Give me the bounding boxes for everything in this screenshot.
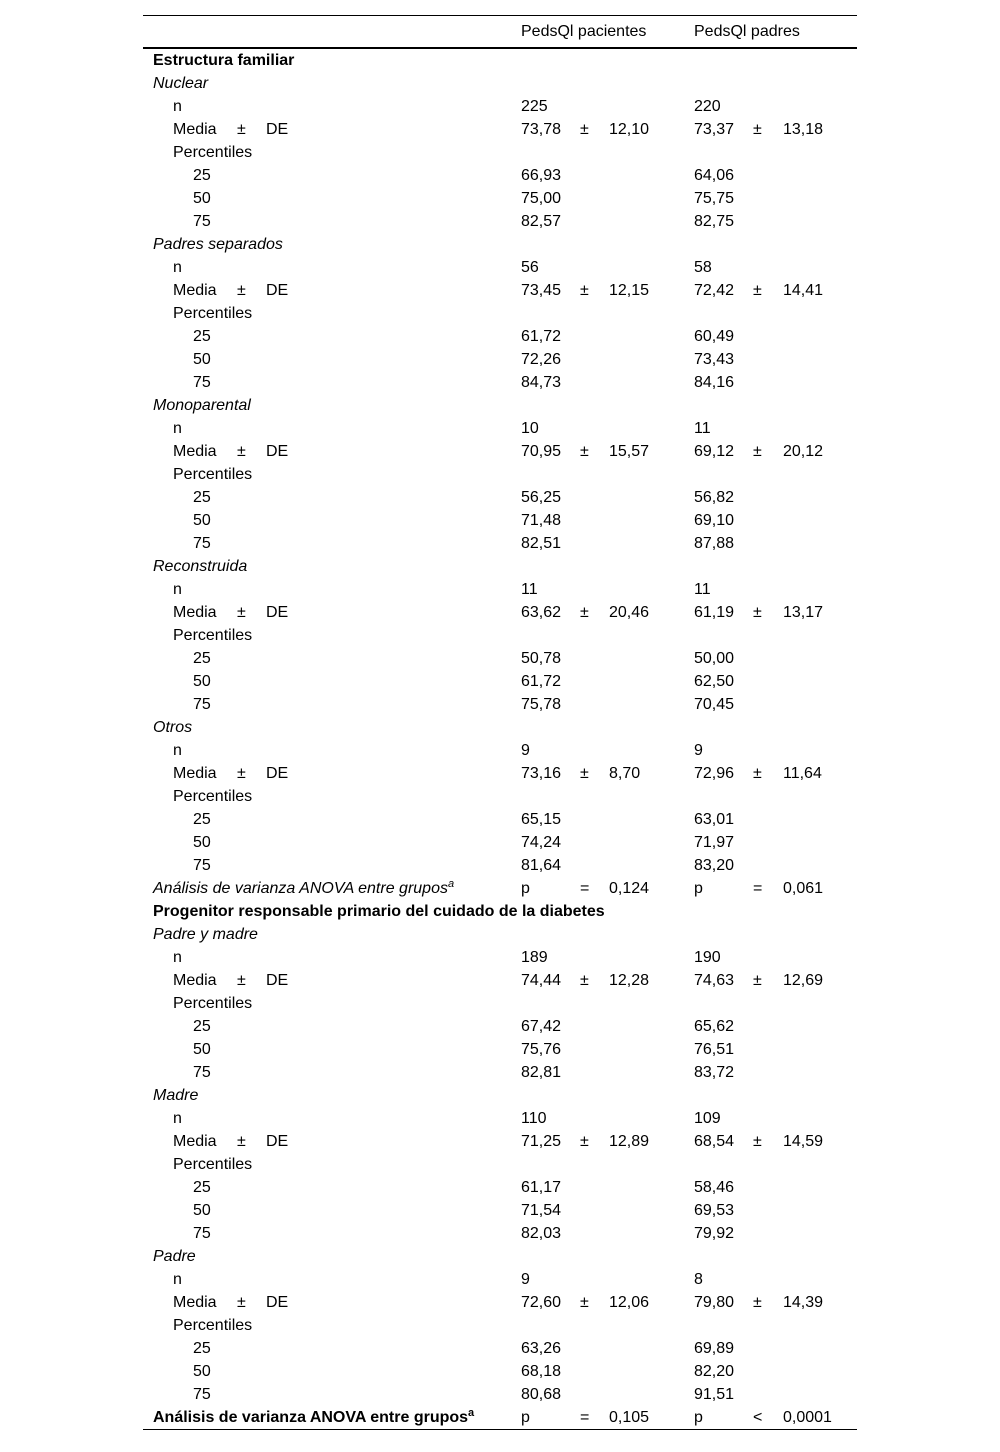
media-row [143,601,857,624]
plus-minus: ± [237,121,246,138]
percentiles-row [143,624,857,647]
media-parents: 73,37 [694,121,735,138]
plus-minus: ± [237,1133,246,1150]
percentile-parents: 71,97 [694,834,735,851]
percentiles-label: Percentiles [173,995,253,1012]
percentile-row [143,808,857,831]
pm-patients: ± [580,121,589,138]
anova-p-parents: p [694,1409,703,1426]
percentile-label: 75 [193,1225,211,1242]
n-patients: 189 [521,949,548,966]
anova-op-patients: = [580,1409,590,1426]
percentile-parents: 56,82 [694,489,735,506]
media-parents: 74,63 [694,972,735,989]
percentile-patients: 82,57 [521,213,562,230]
percentile-patients: 74,24 [521,834,562,851]
percentile-label: 25 [193,811,211,828]
n-label: n [173,1271,182,1288]
media-label: Media [173,121,217,138]
pm-patients: ± [580,1294,589,1311]
sd-parents: 14,41 [783,282,824,299]
media-label: Media [173,282,217,299]
percentile-patients: 84,73 [521,374,562,391]
percentile-parents: 50,00 [694,650,735,667]
media-label: Media [173,443,217,460]
sd-parents: 14,39 [783,1294,824,1311]
percentile-label: 25 [193,489,211,506]
media-patients: 71,25 [521,1133,562,1150]
pm-patients: ± [580,765,589,782]
media-label: Media [173,604,217,621]
n-patients: 10 [521,420,539,437]
percentile-patients: 50,78 [521,650,562,667]
percentiles-row [143,141,857,164]
n-parents: 58 [694,259,712,276]
plus-minus: ± [237,443,246,460]
anova-op-parents: < [753,1409,763,1426]
sd-parents: 12,69 [783,972,824,989]
media-row [143,118,857,141]
pm-parents: ± [753,1133,762,1150]
n-patients: 225 [521,98,548,115]
de-label: DE [266,282,289,299]
group-title-row [143,233,857,256]
de-label: DE [266,765,289,782]
n-label: n [173,259,182,276]
n-patients: 11 [521,581,538,598]
percentile-parents: 84,16 [694,374,735,391]
group-title-row [143,923,857,946]
percentile-parents: 62,50 [694,673,735,690]
percentile-label: 50 [193,351,211,368]
group-title-row [143,1245,857,1268]
plus-minus: ± [237,1294,246,1311]
sd-parents: 14,59 [783,1133,824,1150]
percentile-patients: 75,76 [521,1041,562,1058]
de-label: DE [266,604,289,621]
percentile-row [143,1038,857,1061]
group-name: Padre [153,1248,196,1265]
percentile-label: 50 [193,1202,211,1219]
pm-parents: ± [753,282,762,299]
percentiles-label: Percentiles [173,627,253,644]
header-parents: PedsQl padres [694,23,800,40]
percentile-row [143,831,857,854]
percentile-label: 75 [193,857,211,874]
pm-patients: ± [580,282,589,299]
percentiles-label: Percentiles [173,466,253,483]
group-title-row [143,555,857,578]
n-parents: 220 [694,98,721,115]
percentile-patients: 72,26 [521,351,562,368]
percentiles-label: Percentiles [173,788,253,805]
anova-op-patients: = [580,880,590,897]
media-parents: 72,96 [694,765,735,782]
percentile-row [143,164,857,187]
bottom-rule [143,1429,857,1430]
percentile-patients: 65,15 [521,811,562,828]
n-label: n [173,581,182,598]
percentile-row [143,670,857,693]
sd-parents: 11,64 [783,765,822,782]
percentile-parents: 87,88 [694,535,735,552]
table-header [143,16,857,47]
pm-parents: ± [753,765,762,782]
n-row [143,739,857,762]
percentile-parents: 70,45 [694,696,735,713]
percentiles-label: Percentiles [173,305,253,322]
percentile-patients: 75,78 [521,696,562,713]
percentile-row [143,1061,857,1084]
anova-p-patients: p [521,880,530,897]
media-row [143,969,857,992]
anova-p-patients: p [521,1409,530,1426]
media-patients: 74,44 [521,972,562,989]
data-table [143,15,857,1430]
percentile-row [143,509,857,532]
percentile-label: 50 [193,190,211,207]
n-row [143,417,857,440]
n-patients: 56 [521,259,539,276]
sd-patients: 12,10 [609,121,650,138]
anova-footnote-marker: a [468,1407,475,1419]
media-parents: 72,42 [694,282,735,299]
percentile-patients: 61,72 [521,328,562,345]
percentile-parents: 79,92 [694,1225,735,1242]
anova-value-patients: 0,105 [609,1409,650,1426]
media-label: Media [173,972,217,989]
sd-patients: 20,46 [609,604,650,621]
percentile-label: 75 [193,696,211,713]
media-row [143,1291,857,1314]
percentile-row [143,647,857,670]
group-name: Madre [153,1087,199,1104]
percentile-label: 50 [193,512,211,529]
percentile-row [143,1222,857,1245]
percentiles-label: Percentiles [173,1156,253,1173]
plus-minus: ± [237,282,246,299]
group-title-row [143,72,857,95]
anova-p-parents: p [694,880,703,897]
percentile-parents: 64,06 [694,167,735,184]
percentile-label: 50 [193,1041,211,1058]
percentile-row [143,325,857,348]
n-label: n [173,98,182,115]
pm-patients: ± [580,972,589,989]
n-row [143,1268,857,1291]
percentile-parents: 75,75 [694,190,735,207]
percentile-label: 25 [193,328,211,345]
group-title-row [143,394,857,417]
percentile-row [143,854,857,877]
media-row [143,440,857,463]
group-name: Padre y madre [153,926,258,943]
percentile-parents: 82,75 [694,213,735,230]
percentile-row [143,348,857,371]
percentile-patients: 56,25 [521,489,562,506]
percentile-patients: 63,26 [521,1340,562,1357]
anova-row [143,877,857,900]
pm-parents: ± [753,972,762,989]
media-patients: 73,45 [521,282,562,299]
percentiles-row [143,1153,857,1176]
percentile-label: 25 [193,1179,211,1196]
percentile-label: 50 [193,673,211,690]
media-patients: 63,62 [521,604,562,621]
pm-patients: ± [580,443,589,460]
n-parents: 11 [694,581,711,598]
pm-parents: ± [753,443,762,460]
plus-minus: ± [237,972,246,989]
n-parents: 11 [694,420,711,437]
percentile-parents: 60,49 [694,328,735,345]
n-row [143,256,857,279]
media-patients: 72,60 [521,1294,562,1311]
n-label: n [173,949,182,966]
media-patients: 73,16 [521,765,562,782]
percentiles-row [143,992,857,1015]
group-title-row [143,1084,857,1107]
percentile-patients: 71,54 [521,1202,562,1219]
percentile-row [143,1383,857,1406]
table-body [143,49,857,1429]
percentile-parents: 58,46 [694,1179,735,1196]
n-patients: 110 [521,1110,547,1127]
de-label: DE [266,443,289,460]
pm-parents: ± [753,604,762,621]
media-label: Media [173,765,217,782]
anova-value-parents: 0,061 [783,880,824,897]
pm-parents: ± [753,1294,762,1311]
percentile-parents: 82,20 [694,1363,735,1380]
anova-op-parents: = [753,880,763,897]
group-title-row [143,716,857,739]
n-patients: 9 [521,1271,530,1288]
percentile-parents: 69,10 [694,512,735,529]
sd-patients: 8,70 [609,765,641,782]
percentile-patients: 68,18 [521,1363,562,1380]
percentiles-row [143,463,857,486]
pm-patients: ± [580,1133,589,1150]
media-row [143,1130,857,1153]
anova-label [153,877,454,900]
percentile-parents: 91,51 [694,1386,735,1403]
percentile-row [143,486,857,509]
percentile-row [143,1199,857,1222]
percentile-parents: 65,62 [694,1018,735,1035]
percentile-row [143,1360,857,1383]
sd-patients: 12,06 [609,1294,650,1311]
media-label: Media [173,1133,217,1150]
percentile-label: 75 [193,374,211,391]
group-name: Nuclear [153,75,209,92]
anova-footnote-marker: a [447,878,455,890]
percentiles-row [143,302,857,325]
percentile-patients: 61,72 [521,673,562,690]
sd-patients: 12,89 [609,1133,650,1150]
percentile-parents: 69,53 [694,1202,735,1219]
percentile-label: 50 [193,1363,211,1380]
media-parents: 69,12 [694,443,735,460]
percentile-label: 25 [193,167,211,184]
de-label: DE [266,121,289,138]
media-parents: 68,54 [694,1133,735,1150]
n-row [143,1107,857,1130]
percentile-row [143,371,857,394]
percentiles-label: Percentiles [173,1317,253,1334]
percentile-label: 25 [193,1340,211,1357]
media-patients: 73,78 [521,121,562,138]
percentile-parents: 73,43 [694,351,735,368]
percentile-patients: 71,48 [521,512,562,529]
percentile-row [143,1015,857,1038]
n-row [143,95,857,118]
percentile-parents: 63,01 [694,811,735,828]
percentile-patients: 67,42 [521,1018,562,1035]
group-name: Padres separados [153,236,283,253]
percentile-label: 25 [193,650,211,667]
de-label: DE [266,1133,289,1150]
percentile-label: 75 [193,535,211,552]
group-name: Monoparental [153,397,251,414]
percentile-row [143,187,857,210]
percentile-patients: 82,51 [521,535,562,552]
percentile-parents: 69,89 [694,1340,735,1357]
plus-minus: ± [237,604,246,621]
percentile-label: 75 [193,213,211,230]
n-label: n [173,742,182,759]
sd-parents: 13,18 [783,121,824,138]
anova-label [153,1406,474,1429]
media-patients: 70,95 [521,443,562,460]
pm-parents: ± [753,121,762,138]
n-patients: 9 [521,742,530,759]
header-patients: PedsQl pacientes [521,23,647,40]
percentile-patients: 82,81 [521,1064,562,1081]
percentile-patients: 75,00 [521,190,562,207]
sd-parents: 13,17 [783,604,824,621]
percentile-label: 50 [193,834,211,851]
n-label: n [173,1110,182,1127]
sd-patients: 12,28 [609,972,650,989]
n-parents: 8 [694,1271,703,1288]
percentile-row [143,1176,857,1199]
percentile-patients: 82,03 [521,1225,562,1242]
percentile-parents: 76,51 [694,1041,735,1058]
sd-patients: 12,15 [609,282,650,299]
percentiles-row [143,1314,857,1337]
n-parents: 9 [694,742,703,759]
section-title: Progenitor responsable primario del cuidado de la diabetes [153,903,605,920]
section-title-row [143,49,857,72]
percentiles-row [143,785,857,808]
media-row [143,762,857,785]
section-title: Estructura familiar [153,52,295,69]
percentile-label: 75 [193,1386,211,1403]
n-parents: 190 [694,949,721,966]
media-label: Media [173,1294,217,1311]
sd-parents: 20,12 [783,443,824,460]
group-name: Reconstruida [153,558,248,575]
percentile-patients: 61,17 [521,1179,562,1196]
n-row [143,946,857,969]
percentile-patients: 80,68 [521,1386,562,1403]
n-parents: 109 [694,1110,721,1127]
percentile-parents: 83,72 [694,1064,735,1081]
percentile-patients: 66,93 [521,167,562,184]
anova-value-patients: 0,124 [609,880,650,897]
de-label: DE [266,1294,289,1311]
pm-patients: ± [580,604,589,621]
sd-patients: 15,57 [609,443,650,460]
percentile-row [143,210,857,233]
anova-label-text: Análisis de varianza ANOVA entre grupos [153,880,448,897]
percentile-row [143,693,857,716]
percentile-row [143,532,857,555]
n-label: n [173,420,182,437]
section-title-row [143,900,857,923]
n-row [143,578,857,601]
percentile-parents: 83,20 [694,857,735,874]
anova-row [143,1406,857,1429]
percentile-patients: 81,64 [521,857,562,874]
percentiles-label: Percentiles [173,144,253,161]
anova-label-text: Análisis de varianza ANOVA entre grupos [153,1409,469,1426]
media-parents: 61,19 [694,604,735,621]
percentile-row [143,1337,857,1360]
percentile-label: 25 [193,1018,211,1035]
group-name: Otros [153,719,193,736]
percentile-label: 75 [193,1064,211,1081]
anova-value-parents: 0,0001 [783,1409,832,1426]
media-parents: 79,80 [694,1294,735,1311]
plus-minus: ± [237,765,246,782]
de-label: DE [266,972,289,989]
media-row [143,279,857,302]
